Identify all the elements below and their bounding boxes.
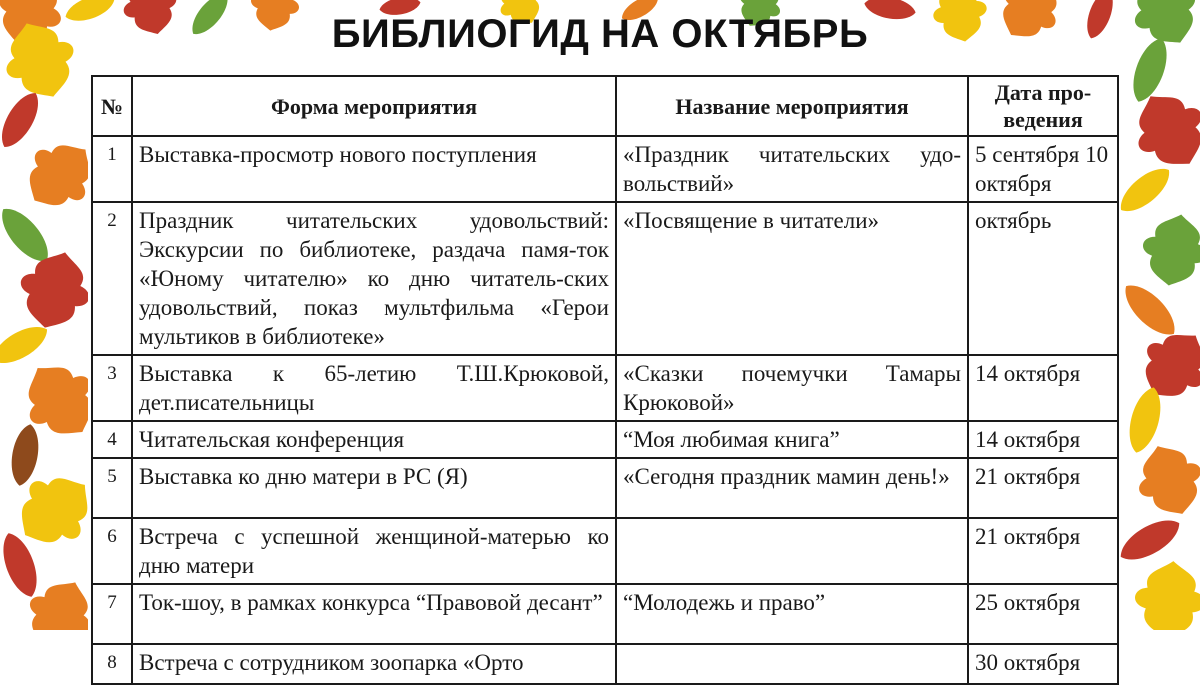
row-date: 14 октября <box>968 421 1118 458</box>
row-num: 8 <box>92 644 132 684</box>
row-form: Праздник читательских удовольствий: Экскурсии по библиотеке, раздача памя-ток «Юному читателю» ко дню читатель-ских удовольствий, показ мультфильма «Герои мультиков в библиотеке» <box>132 202 616 355</box>
row-num: 1 <box>92 136 132 202</box>
table-row <box>92 421 1118 458</box>
row-form: Ток-шоу, в рамках конкурса “Правовой десант” <box>132 584 616 644</box>
leaf-cluster-right <box>1113 34 1200 630</box>
row-form: Встреча с успешной женщиной-матерью ко дню матери <box>132 518 616 584</box>
page-title: БИБЛИОГИД НА ОКТЯБРЬ <box>331 12 869 56</box>
table-row <box>92 644 1118 684</box>
row-date: 14 октября <box>968 355 1118 421</box>
row-name <box>616 518 968 584</box>
row-date: октябрь <box>968 202 1118 355</box>
events-table <box>91 75 1119 685</box>
row-date: 25 октября <box>968 584 1118 644</box>
row-num: 5 <box>92 458 132 518</box>
row-form: Выставка-просмотр нового поступления <box>132 136 616 202</box>
row-form: Выставка к 65-летию Т.Ш.Крюковой, дет.писательницы <box>132 355 616 421</box>
row-date: 5 сентября 10 октября <box>968 136 1118 202</box>
row-num: 4 <box>92 421 132 458</box>
row-num: 3 <box>92 355 132 421</box>
header-name: Название мероприятия <box>616 76 968 136</box>
row-date: 21 октября <box>968 518 1118 584</box>
table-row <box>92 518 1118 584</box>
header-form: Форма мероприятия <box>132 76 616 136</box>
table-header-row <box>92 76 1118 136</box>
row-form: Выставка ко дню матери в РС (Я) <box>132 458 616 518</box>
row-name: «Праздник читательских удо-вольствий» <box>616 136 968 202</box>
row-name: «Сказки почемучки Тамары Крюковой» <box>616 355 968 421</box>
row-name: «Посвящение в читатели» <box>616 202 968 355</box>
row-name: “Моя любимая книга” <box>616 421 968 458</box>
header-num: № <box>92 76 132 136</box>
row-name: «Сегодня праздник мамин день!» <box>616 458 968 518</box>
table-row <box>92 202 1118 355</box>
row-date: 30 октября <box>968 644 1118 684</box>
table-row <box>92 458 1118 518</box>
header-date: Дата про-ведения <box>968 76 1118 136</box>
row-name: “Молодежь и право” <box>616 584 968 644</box>
table-row <box>92 136 1118 202</box>
row-num: 7 <box>92 584 132 644</box>
row-form: Встреча с сотрудником зоопарка «Орто <box>132 644 616 684</box>
table-row <box>92 584 1118 644</box>
row-form: Читательская конференция <box>132 421 616 458</box>
row-date: 21 октября <box>968 458 1118 518</box>
row-num: 2 <box>92 202 132 355</box>
row-num: 6 <box>92 518 132 584</box>
table-row <box>92 355 1118 421</box>
row-name <box>616 644 968 684</box>
